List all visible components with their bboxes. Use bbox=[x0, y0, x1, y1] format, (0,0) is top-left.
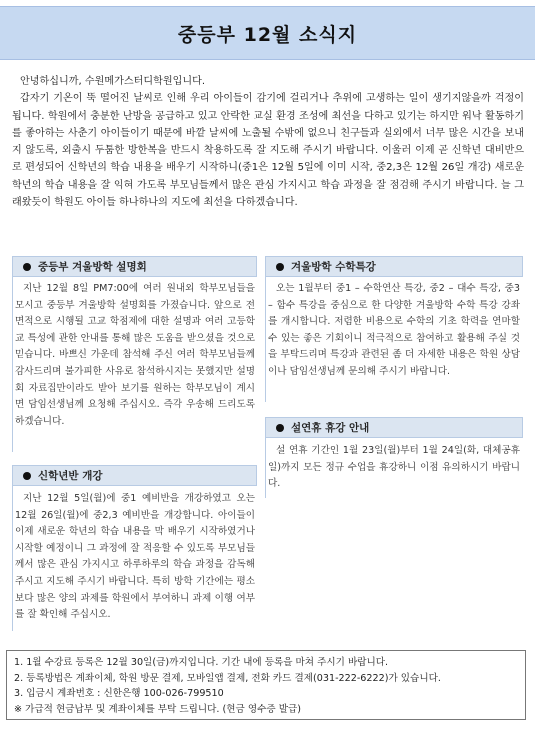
notice-line-1: 1. 1월 수강료 등록은 12월 30일(금)까지입니다. 기간 내에 등록을 마쳐 주시기 바랍니다. bbox=[14, 657, 389, 668]
section-body-math bbox=[268, 281, 520, 381]
column-divider bbox=[265, 277, 266, 402]
briefing-text: 지난 12월 8일 PM7:00에 여러 원내외 학부모님들을 모시고 중등부 겨울방학 설명회를 가졌습니다. 앞으로 전면적으로 시행될 고교 학점제에 대한 설명과 여러 고등학교 특성에 관한 안내를 통해 많은 도움을 받으셨을 것으로 믿습니다. 바쁘신 가운데 참석해 주신 여러 학부모님들께 감사드리며 불가피한 사유로 참석하시지는 못했지만 설명회 자료집만이라도 받아 보기를 원하는 학부모님이 계시면 담임선생님께 요청해 주십시오. 즉각 우송해 드리도록 하겠습니다. bbox=[15, 283, 255, 427]
intro-body: 갑자기 기온이 뚝 떨어진 날씨로 인해 우리 아이들이 감기에 걸리거나 추위에 고생하는 일이 생기지않을까 걱정이 됩니다. 학원에서 충분한 난방을 공급하고 있고 안락한 교실 환경 조성에 최선을 다하고 있기는 하지만 워낙 활동하기를 좋아하는 사춘기 아이들이기 때문에 바깥 날씨에 노출될 수밖에 없으니 친구들과 실외에서 너무 많은 시간을 보내지 않도록, 외출시 두툼한 방한복을 반드시 착용하도록 잘 지도해 주시기 바랍니다. 이울러 이제 곧 신학년 대비반으로 편성되어 신학년의 학습 내용을 배우기 시작하니(중1은 12월 5일에 이미 시작, 중2,3은 12월 26일 개강) 새로운 학년의 학습 내용을 잘 익혀 가도록 부모님들께서 많은 관심 가지시고 학습 과정을 잘 점검해 주시기 바랍니다. 늘 그래왔듯이 학원도 아이들 하나하나의 지도에 최선을 다하겠습니다. bbox=[12, 93, 524, 209]
bullet-icon bbox=[276, 263, 284, 271]
column-divider bbox=[265, 438, 266, 498]
section-header-holiday bbox=[265, 417, 523, 438]
notice-line-4: ※ 가급적 현금납부 및 계좌이체를 부탁 드립니다. (현금 영수증 발급) bbox=[14, 703, 301, 715]
notice-line-3: 3. 입금시 계좌번호 : 신한은행 100-026-799510 bbox=[14, 688, 224, 700]
section-body-briefing bbox=[15, 281, 255, 430]
section-title-holiday: 설연휴 휴강 안내 bbox=[291, 422, 370, 434]
section-header-briefing bbox=[12, 256, 257, 277]
notice-line-2: 2. 등록방법은 계좌이체, 학원 방문 결제, 모바일앱 결제, 전화 카드 결제(031-222-6222)가 있습니다. bbox=[14, 672, 441, 684]
column-divider bbox=[12, 277, 13, 452]
new-class-text: 지난 12월 5일(월)에 중1 예비반을 개강하였고 오는 12월 26일(월)에 중2,3 예비반을 개강합니다. 아이들이 이제 새로운 학년의 학습 내용을 막 배우기 시작하였거나 시작할 예정이니 그 과정에 잘 적응할 수 있도록 부모님들께서 많은 관심 가지시고 하루하루의 학습 과정을 감독해 주시고 지도해 주시기 바랍니다. 특히 방학 기간에는 평소보다 많은 양의 과제를 학원에서 부여하니 과제 이행 여부를 잘 확인해 주십시오. bbox=[15, 493, 255, 621]
title-bar bbox=[0, 6, 535, 60]
intro-section bbox=[12, 73, 524, 211]
holiday-text: 설 연휴 기간인 1월 23일(월)부터 1월 24일(화, 대체공휴일)까지 모든 정규 수업을 휴강하니 이점 유의하시기 바랍니다. bbox=[268, 445, 520, 490]
section-title-math: 겨울방학 수학특강 bbox=[291, 261, 376, 273]
bullet-icon bbox=[23, 263, 31, 271]
section-header-new-class bbox=[12, 465, 257, 486]
section-body-new-class bbox=[15, 491, 255, 624]
section-body-holiday bbox=[268, 443, 520, 493]
notice-box bbox=[6, 650, 526, 720]
bullet-icon bbox=[276, 424, 284, 432]
section-title-new-class: 신학년반 개강 bbox=[38, 470, 103, 482]
bullet-icon bbox=[23, 472, 31, 480]
section-header-math bbox=[265, 256, 523, 277]
section-title-briefing: 중등부 겨울방학 설명회 bbox=[38, 261, 147, 273]
intro-greeting: 안녕하십니까, 수원메가스터디학원입니다. bbox=[20, 76, 206, 87]
column-divider bbox=[12, 486, 13, 631]
page-title: 중등부 12월 소식지 bbox=[177, 23, 358, 46]
math-text: 오는 1월부터 중1 – 수학연산 특강, 중2 – 대수 특강, 중3 – 함수 특강을 중심으로 한 다양한 겨울방학 수학 특강 강좌를 개시합니다. 저렴한 비용으로 수학의 기초 학력을 연마할 수 있는 좋은 기회이니 적극적으로 참여하고 활용해 주실 것을 부탁드리며 특강과 관련된 좀 더 자세한 내용은 학원 상담이나 담임선생님께 문의해 주시기 바랍니다. bbox=[268, 283, 520, 377]
